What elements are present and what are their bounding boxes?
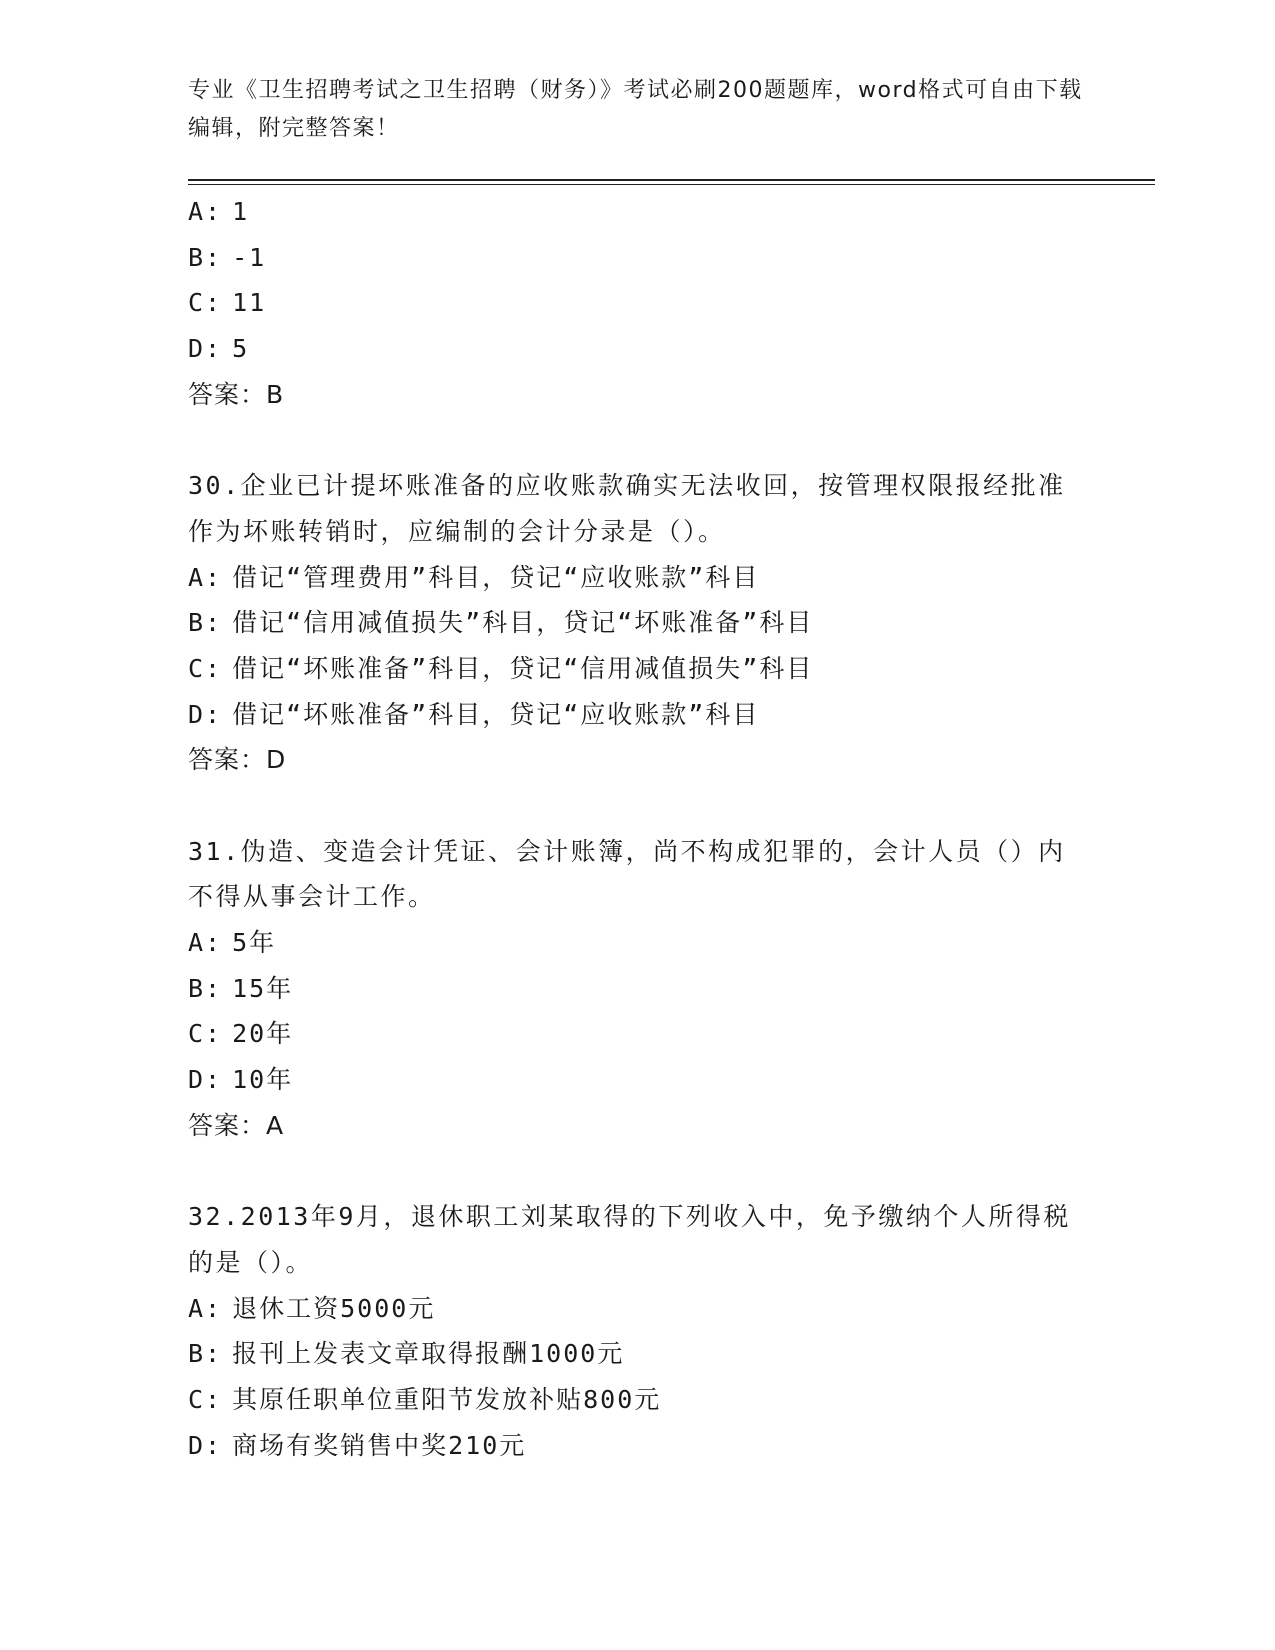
option-c: C: 20年: [188, 1019, 294, 1049]
document-header: 专业《卫生招聘考试之卫生招聘（财务）》考试必刷200题题库，word格式可自由下载编辑，附完整答案！: [188, 78, 1083, 141]
option-c: C: 借记“坏账准备”科目，贷记“信用减值损失”科目: [188, 653, 814, 683]
option-b: B: 借记“信用减值损失”科目，贷记“坏账准备”科目: [188, 608, 814, 638]
option-d: D: 商场有奖销售中奖210元: [188, 1430, 527, 1460]
option-c: C: 其原任职单位重阳节发放补贴800元: [188, 1384, 662, 1414]
spacer: [188, 417, 1088, 463]
question-29: [188, 189, 1088, 417]
option-c: C: 11: [188, 288, 267, 318]
option-a: A: 退休工资5000元: [188, 1293, 436, 1323]
spacer: [188, 1149, 1088, 1195]
option-d: D: 5: [188, 334, 250, 364]
option-b: B: 报刊上发表文章取得报酬1000元: [188, 1339, 625, 1369]
header-divider-thin: [188, 184, 1155, 185]
option-d: D: 借记“坏账准备”科目，贷记“应收账款”科目: [188, 699, 760, 729]
question-text: 32.2013年9月，退休职工刘某取得的下列收入中，免予缴纳个人所得税的是（）。: [188, 1202, 1071, 1277]
question-32: [188, 1194, 1088, 1468]
option-a: A: 借记“管理费用”科目，贷记“应收账款”科目: [188, 562, 760, 592]
option-b: B: 15年: [188, 973, 294, 1003]
option-a: A: 5年: [188, 928, 277, 958]
answer: 答案：A: [188, 1110, 285, 1140]
spacer: [188, 783, 1088, 829]
option-a: A: 1: [188, 197, 250, 226]
question-list: [188, 189, 1088, 1468]
option-d: D: 10年: [188, 1065, 294, 1095]
header-divider-thick: [188, 179, 1155, 181]
answer: 答案：D: [188, 745, 287, 775]
question-31: [188, 829, 1088, 1149]
question-text: 30.企业已计提坏账准备的应收账款确实无法收回，按管理权限报经批准作为坏账转销时，应编制的会计分录是（）。: [188, 471, 1066, 546]
question-text: 31.伪造、变造会计凭证、会计账簿，尚不构成犯罪的，会计人员（）内不得从事会计工作。: [188, 836, 1066, 912]
question-30: [188, 463, 1088, 783]
answer: 答案：B: [188, 379, 285, 409]
option-b: B: -1: [188, 242, 267, 272]
